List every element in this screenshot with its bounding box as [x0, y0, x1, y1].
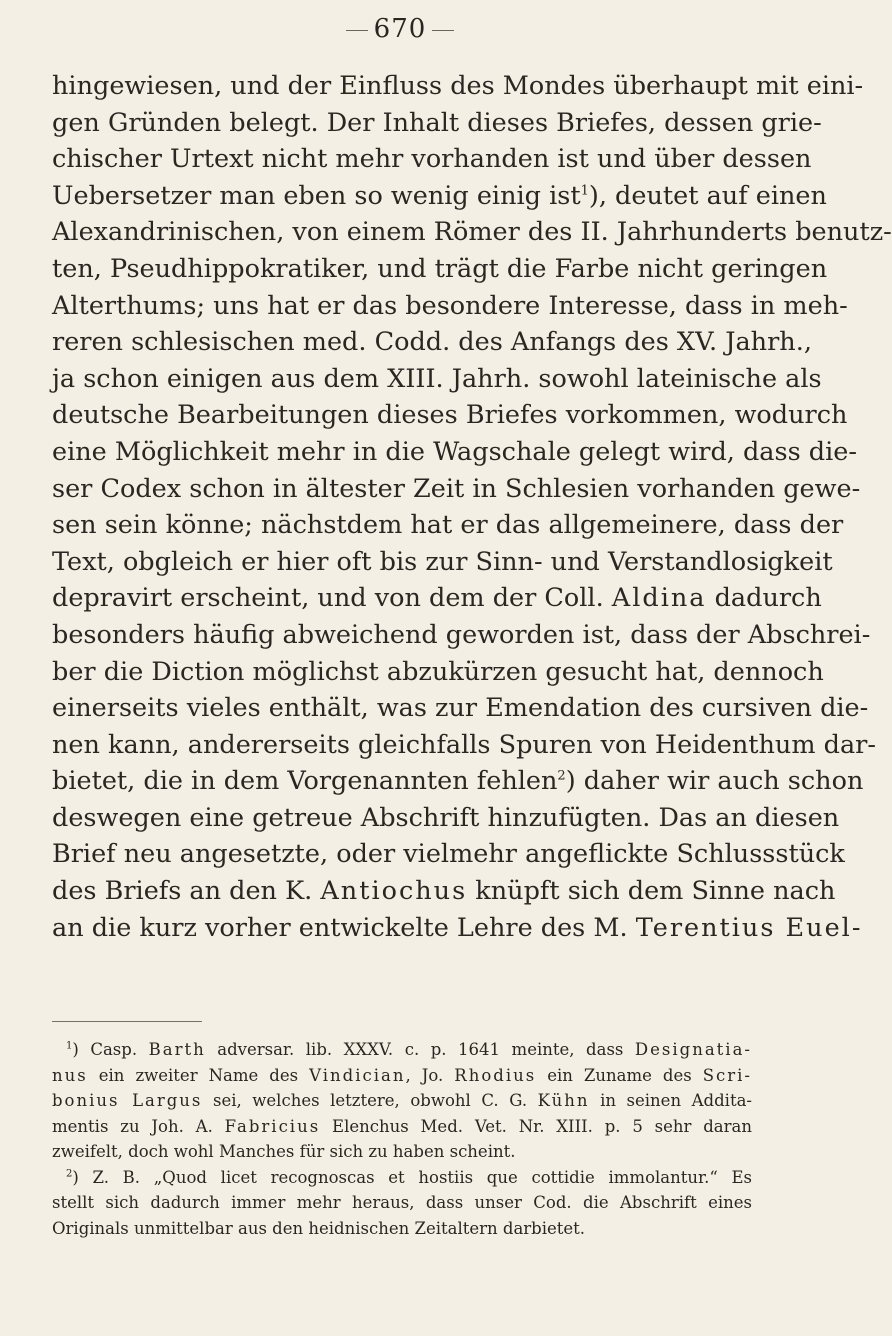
text-line: hingewiesen, und der Einfluss des Mondes überhaupt mit eini- — [52, 71, 864, 101]
footnote-ref-1: 1 — [580, 183, 589, 199]
footnote-1-marker: 1 — [66, 1040, 73, 1052]
footnote-ref-2: 2 — [557, 768, 566, 784]
footnote-separator — [52, 1021, 202, 1022]
header-dash-left — [346, 30, 368, 31]
text-line: besonders häufig abweichend geworden ist, dass der Abschrei- — [52, 619, 871, 650]
header-dash-right — [432, 30, 454, 31]
text-line: sen sein könne; nächstdem hat er das allgemeinere, dass der — [52, 510, 844, 541]
text-line: an die kurz vorher entwickelte Lehre des M. Terentius Euel- — [52, 912, 863, 943]
spaced-name: Terentius Euel- — [635, 912, 863, 943]
text-line: ber die Diction möglichst abzukürzen gesucht hat, dennoch — [52, 656, 824, 687]
text-line: Alterthums; uns hat er das besondere Interesse, dass in meh- — [52, 290, 848, 321]
text-line: des Briefs an den K. Antiochus knüpft sich dem Sinne nach — [52, 876, 836, 907]
footnotes — [52, 1037, 752, 1241]
text-line: gen Gründen belegt. Der Inhalt dieses Briefes, dessen grie- — [52, 107, 822, 138]
spaced-name: Antiochus — [320, 876, 468, 907]
text-line: bietet, die in dem Vorgenannten fehlen$^2$) daher wir auch schon — [52, 766, 864, 797]
text-line: Brief neu angesetzte, oder vielmehr angeflickte Schlussstück — [52, 839, 845, 870]
text-line: Alexandrinischen, von einem Römer des II. Jahrhunderts benutz- — [52, 217, 892, 248]
footnote-2-line: $^2$) Z. B. „Quod licet recognoscas et hostiis que cottidie immolantur.“ Es — [66, 1167, 752, 1187]
footnote-1-line: mentis zu Joh. A. Fabricius Elenchus Med. Vet. Nr. XIII. p. 5 sehr daran — [52, 1116, 753, 1136]
page-number-header — [0, 14, 800, 44]
footnote-2-line: stellt sich dadurch immer mehr heraus, dass unser Cod. die Abschrift eines — [52, 1193, 752, 1212]
text-line: deutsche Bearbeitungen dieses Briefes vorkommen, wodurch — [52, 400, 848, 431]
spaced-name: Aldina — [611, 583, 707, 614]
text-line: reren schlesischen med. Codd. des Anfangs des XV. Jahrh., — [52, 327, 812, 358]
text-line: ja schon einigen aus dem XIII. Jahrh. sowohl lateinische als — [52, 363, 822, 394]
text-line: ten, Pseudhippokratiker, und trägt die Farbe nicht geringen — [52, 253, 828, 284]
text-line: chischer Urtext nicht mehr vorhanden ist und über dessen — [52, 144, 812, 175]
text-line: Text, obgleich er hier oft bis zur Sinn- und Verstandlosigkeit — [52, 546, 833, 577]
text-line: depravirt erscheint, und von dem der Coll. Aldina dadurch — [52, 583, 822, 614]
main-text — [52, 68, 892, 946]
footnote-1-line: zweifelt, doch wohl Manches für sich zu haben scheint. — [52, 1142, 516, 1161]
footnote-2-marker: 2 — [66, 1168, 73, 1179]
text-line: eine Möglichkeit mehr in die Wagschale gelegt wird, dass die- — [52, 436, 857, 467]
footnote-1-line: nus ein zweiter Name des Vindician, Jo. Rhodius ein Zuname des Scri- — [52, 1065, 752, 1085]
footnote-1-line: $^1$) Casp. Barth adversar. lib. XXXV. c. p. 1641 meinte, dass Designatia- — [66, 1040, 752, 1059]
text-line: Uebersetzer man eben so wenig einig ist$^1$), deutet auf einen — [52, 180, 827, 211]
footnote-1-line: bonius Largus sei, welches letztere, obwohl C. G. Kühn in seinen Addita- — [52, 1091, 752, 1110]
text-line: ser Codex schon in ältester Zeit in Schlesien vorhanden gewe- — [52, 473, 861, 504]
text-line: einerseits vieles enthält, was zur Emendation des cursiven die- — [52, 693, 869, 724]
page-number: 670 — [373, 14, 427, 44]
text-line: deswegen eine getreue Abschrift hinzufügten. Das an diesen — [52, 802, 840, 833]
text-line: nen kann, andererseits gleichfalls Spuren von Heidenthum dar- — [52, 729, 876, 760]
footnote-2-line: Originals unmittelbar aus den heidnischen Zeitaltern darbietet. — [52, 1218, 586, 1238]
